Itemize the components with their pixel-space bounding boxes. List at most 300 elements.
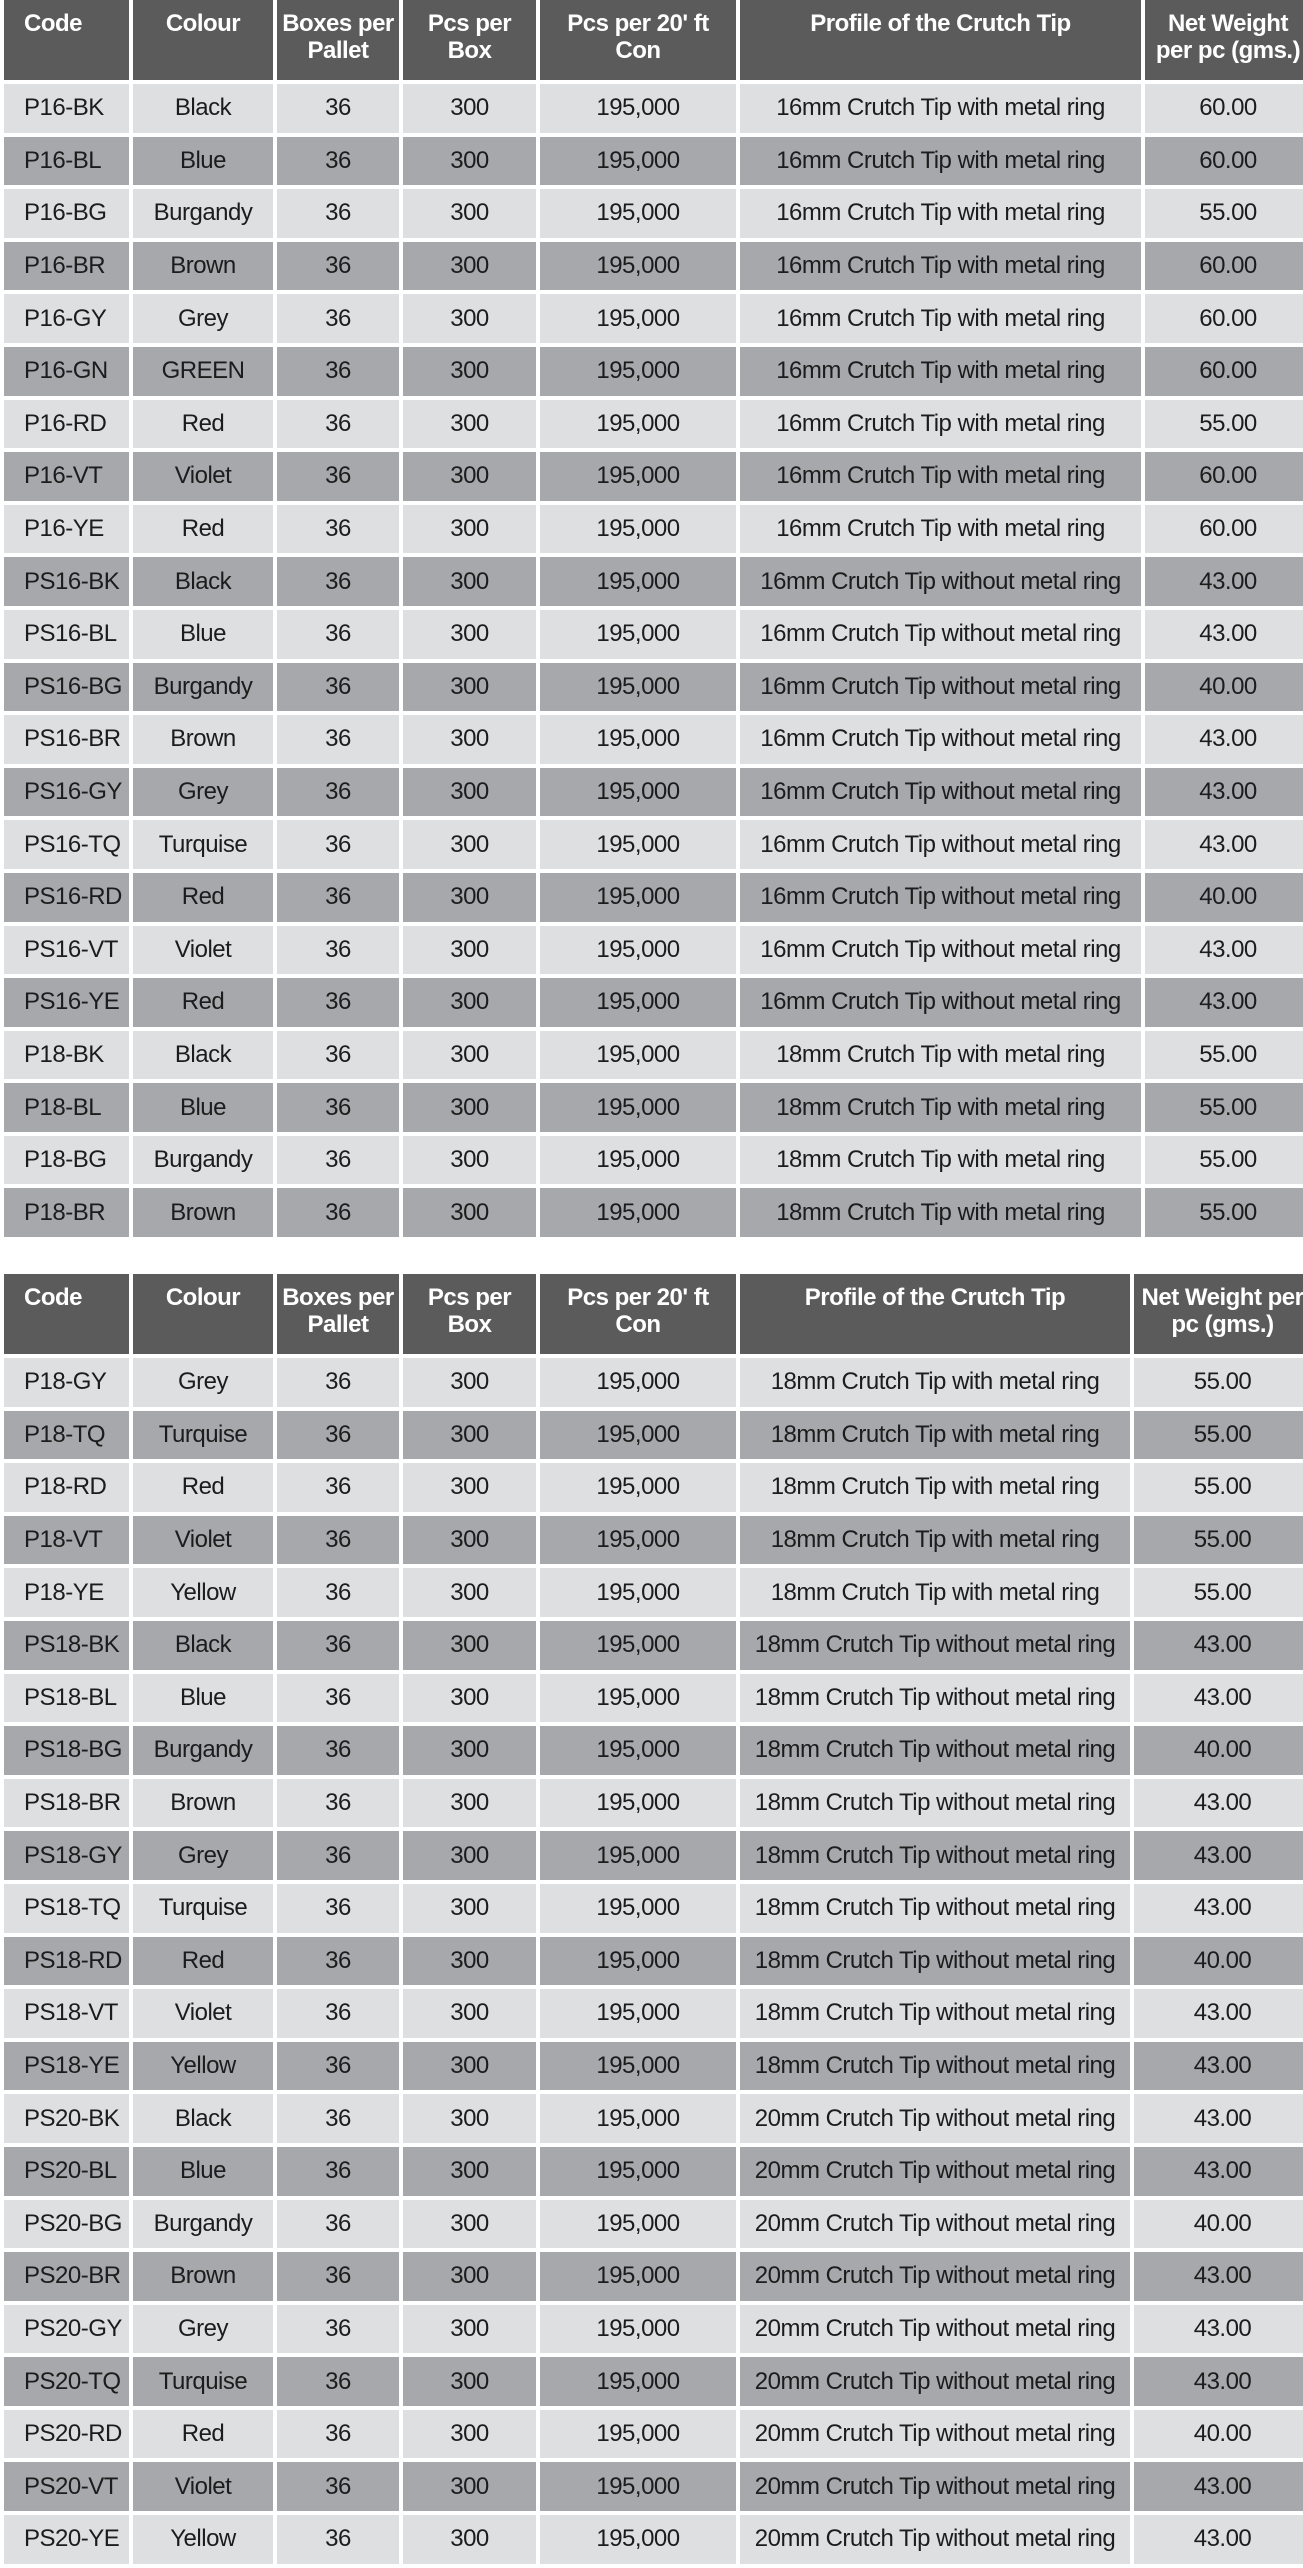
cell-boxes-per-pallet: 36	[277, 2094, 399, 2143]
cell-profile: 18mm Crutch Tip with metal ring	[740, 1516, 1130, 1565]
cell-pcs-per-container: 195,000	[540, 1831, 736, 1880]
cell-pcs-per-container: 195,000	[540, 978, 736, 1027]
cell-boxes-per-pallet: 36	[277, 1463, 399, 1512]
table-row	[4, 768, 1303, 817]
cell-colour: Brown	[133, 2252, 273, 2301]
cell-pcs-per-container: 195,000	[540, 2305, 736, 2354]
cell-net-weight: 43.00	[1145, 926, 1303, 975]
cell-boxes-per-pallet: 36	[277, 1136, 399, 1185]
cell-net-weight: 43.00	[1145, 610, 1303, 659]
cell-colour: Grey	[133, 294, 273, 343]
cell-code: P18-BK	[4, 1031, 129, 1080]
cell-net-weight: 43.00	[1134, 2515, 1303, 2564]
cell-code: P18-VT	[4, 1516, 129, 1565]
cell-pcs-per-container: 195,000	[540, 1083, 736, 1132]
cell-boxes-per-pallet: 36	[277, 1779, 399, 1828]
cell-profile: 16mm Crutch Tip with metal ring	[740, 189, 1141, 238]
cell-code: PS16-BR	[4, 715, 129, 764]
cell-profile: 18mm Crutch Tip without metal ring	[740, 1884, 1130, 1933]
cell-boxes-per-pallet: 36	[277, 242, 399, 291]
cell-net-weight: 40.00	[1145, 873, 1303, 922]
cell-net-weight: 43.00	[1134, 1831, 1303, 1880]
header-pcs-per-container: Pcs per 20' ft Con	[540, 0, 736, 80]
cell-profile: 16mm Crutch Tip without metal ring	[740, 610, 1141, 659]
cell-profile: 16mm Crutch Tip with metal ring	[740, 400, 1141, 449]
cell-pcs-per-container: 195,000	[540, 137, 736, 186]
cell-code: P18-RD	[4, 1463, 129, 1512]
cell-pcs-per-container: 195,000	[540, 1358, 736, 1407]
cell-net-weight: 55.00	[1145, 1031, 1303, 1080]
cell-code: P16-BK	[4, 84, 129, 133]
cell-profile: 18mm Crutch Tip without metal ring	[740, 1726, 1130, 1775]
cell-colour: Yellow	[133, 2515, 273, 2564]
cell-profile: 16mm Crutch Tip with metal ring	[740, 137, 1141, 186]
cell-profile: 16mm Crutch Tip with metal ring	[740, 294, 1141, 343]
cell-net-weight: 43.00	[1145, 768, 1303, 817]
cell-pcs-per-container: 195,000	[540, 294, 736, 343]
cell-boxes-per-pallet: 36	[277, 1937, 399, 1986]
cell-code: PS18-YE	[4, 2042, 129, 2091]
cell-colour: Blue	[133, 2147, 273, 2196]
cell-net-weight: 43.00	[1134, 1779, 1303, 1828]
cell-net-weight: 40.00	[1134, 2410, 1303, 2459]
table-row	[4, 2357, 1303, 2406]
cell-pcs-per-container: 195,000	[540, 1937, 736, 1986]
cell-code: PS16-GY	[4, 768, 129, 817]
cell-boxes-per-pallet: 36	[277, 1884, 399, 1933]
cell-pcs-per-box: 300	[403, 1083, 536, 1132]
cell-colour: Burgandy	[133, 2200, 273, 2249]
table-row	[4, 2305, 1303, 2354]
table-row	[4, 926, 1303, 975]
cell-code: PS20-BK	[4, 2094, 129, 2143]
cell-boxes-per-pallet: 36	[277, 294, 399, 343]
cell-boxes-per-pallet: 36	[277, 1188, 399, 1237]
cell-net-weight: 55.00	[1134, 1568, 1303, 1617]
cell-pcs-per-box: 300	[403, 1937, 536, 1986]
cell-pcs-per-container: 195,000	[540, 2252, 736, 2301]
cell-colour: Red	[133, 400, 273, 449]
cell-colour: Grey	[133, 1358, 273, 1407]
cell-profile: 18mm Crutch Tip with metal ring	[740, 1411, 1130, 1460]
cell-code: P16-GN	[4, 347, 129, 396]
cell-code: PS20-YE	[4, 2515, 129, 2564]
cell-pcs-per-box: 300	[403, 347, 536, 396]
cell-code: P16-BL	[4, 137, 129, 186]
cell-net-weight: 60.00	[1145, 137, 1303, 186]
cell-code: PS16-TQ	[4, 820, 129, 869]
cell-pcs-per-box: 300	[403, 1411, 536, 1460]
cell-boxes-per-pallet: 36	[277, 2410, 399, 2459]
cell-pcs-per-box: 300	[403, 1516, 536, 1565]
table-row	[4, 1411, 1303, 1460]
cell-colour: Grey	[133, 2305, 273, 2354]
cell-pcs-per-container: 195,000	[540, 1568, 736, 1617]
cell-pcs-per-box: 300	[403, 2147, 536, 2196]
cell-colour: Yellow	[133, 1568, 273, 1617]
cell-code: PS18-VT	[4, 1989, 129, 2038]
cell-colour: Turquise	[133, 2357, 273, 2406]
cell-colour: Violet	[133, 452, 273, 501]
cell-pcs-per-box: 300	[403, 84, 536, 133]
cell-boxes-per-pallet: 36	[277, 1031, 399, 1080]
cell-pcs-per-box: 300	[403, 873, 536, 922]
table-row	[4, 1937, 1303, 1986]
cell-profile: 20mm Crutch Tip without metal ring	[740, 2410, 1130, 2459]
cell-pcs-per-container: 195,000	[540, 1031, 736, 1080]
cell-pcs-per-box: 300	[403, 610, 536, 659]
cell-pcs-per-container: 195,000	[540, 926, 736, 975]
table-row	[4, 2410, 1303, 2459]
cell-net-weight: 43.00	[1134, 1989, 1303, 2038]
cell-colour: Brown	[133, 242, 273, 291]
cell-net-weight: 55.00	[1145, 400, 1303, 449]
cell-code: P16-YE	[4, 505, 129, 554]
table-row	[4, 978, 1303, 1027]
cell-colour: Brown	[133, 1188, 273, 1237]
cell-profile: 18mm Crutch Tip without metal ring	[740, 1831, 1130, 1880]
cell-boxes-per-pallet: 36	[277, 2305, 399, 2354]
cell-pcs-per-box: 300	[403, 2410, 536, 2459]
cell-boxes-per-pallet: 36	[277, 1621, 399, 1670]
cell-code: P16-BR	[4, 242, 129, 291]
cell-code: P18-TQ	[4, 1411, 129, 1460]
cell-profile: 16mm Crutch Tip with metal ring	[740, 242, 1141, 291]
cell-profile: 20mm Crutch Tip without metal ring	[740, 2462, 1130, 2511]
cell-profile: 16mm Crutch Tip without metal ring	[740, 557, 1141, 606]
cell-net-weight: 43.00	[1134, 2094, 1303, 2143]
cell-colour: Grey	[133, 768, 273, 817]
cell-profile: 16mm Crutch Tip without metal ring	[740, 926, 1141, 975]
cell-colour: Blue	[133, 137, 273, 186]
cell-code: P18-YE	[4, 1568, 129, 1617]
cell-boxes-per-pallet: 36	[277, 2462, 399, 2511]
cell-boxes-per-pallet: 36	[277, 400, 399, 449]
cell-pcs-per-container: 195,000	[540, 1463, 736, 1512]
header-profile: Profile of the Crutch Tip	[740, 0, 1141, 80]
cell-code: PS16-VT	[4, 926, 129, 975]
cell-pcs-per-container: 195,000	[540, 505, 736, 554]
cell-net-weight: 43.00	[1134, 2462, 1303, 2511]
cell-colour: Red	[133, 873, 273, 922]
cell-pcs-per-box: 300	[403, 557, 536, 606]
cell-code: PS18-TQ	[4, 1884, 129, 1933]
cell-profile: 20mm Crutch Tip without metal ring	[740, 2305, 1130, 2354]
table-row	[4, 1188, 1303, 1237]
cell-profile: 16mm Crutch Tip with metal ring	[740, 452, 1141, 501]
table-row	[4, 2042, 1303, 2091]
cell-code: PS20-TQ	[4, 2357, 129, 2406]
cell-pcs-per-container: 195,000	[540, 1989, 736, 2038]
cell-code: PS18-BK	[4, 1621, 129, 1670]
cell-profile: 16mm Crutch Tip without metal ring	[740, 715, 1141, 764]
cell-profile: 18mm Crutch Tip without metal ring	[740, 1989, 1130, 2038]
cell-boxes-per-pallet: 36	[277, 347, 399, 396]
cell-boxes-per-pallet: 36	[277, 1674, 399, 1723]
cell-net-weight: 43.00	[1145, 978, 1303, 1027]
cell-boxes-per-pallet: 36	[277, 189, 399, 238]
table-row	[4, 1989, 1303, 2038]
cell-colour: Red	[133, 2410, 273, 2459]
cell-boxes-per-pallet: 36	[277, 452, 399, 501]
table-row	[4, 2200, 1303, 2249]
cell-boxes-per-pallet: 36	[277, 663, 399, 712]
table-row	[4, 400, 1303, 449]
cell-code: PS20-RD	[4, 2410, 129, 2459]
cell-code: PS20-VT	[4, 2462, 129, 2511]
cell-colour: Red	[133, 978, 273, 1027]
cell-pcs-per-box: 300	[403, 768, 536, 817]
cell-pcs-per-box: 300	[403, 1031, 536, 1080]
cell-net-weight: 43.00	[1134, 1621, 1303, 1670]
cell-pcs-per-box: 300	[403, 242, 536, 291]
table-row	[4, 1621, 1303, 1670]
cell-boxes-per-pallet: 36	[277, 137, 399, 186]
cell-net-weight: 43.00	[1134, 2042, 1303, 2091]
cell-profile: 16mm Crutch Tip without metal ring	[740, 663, 1141, 712]
table-row	[4, 1726, 1303, 1775]
table-row	[4, 1463, 1303, 1512]
cell-boxes-per-pallet: 36	[277, 2147, 399, 2196]
cell-colour: Burgandy	[133, 1726, 273, 1775]
cell-code: P18-BR	[4, 1188, 129, 1237]
cell-net-weight: 40.00	[1134, 2200, 1303, 2249]
cell-pcs-per-container: 195,000	[540, 242, 736, 291]
cell-pcs-per-container: 195,000	[540, 1726, 736, 1775]
header-profile: Profile of the Crutch Tip	[740, 1274, 1130, 1354]
cell-net-weight: 43.00	[1145, 820, 1303, 869]
cell-net-weight: 60.00	[1145, 242, 1303, 291]
cell-profile: 18mm Crutch Tip without metal ring	[740, 1937, 1130, 1986]
table-row	[4, 137, 1303, 186]
cell-boxes-per-pallet: 36	[277, 715, 399, 764]
cell-colour: Brown	[133, 1779, 273, 1828]
cell-pcs-per-box: 300	[403, 1884, 536, 1933]
table-row	[4, 820, 1303, 869]
cell-net-weight: 40.00	[1134, 1726, 1303, 1775]
cell-net-weight: 43.00	[1134, 1884, 1303, 1933]
cell-pcs-per-box: 300	[403, 1779, 536, 1828]
cell-net-weight: 40.00	[1145, 663, 1303, 712]
cell-code: PS16-YE	[4, 978, 129, 1027]
table-row	[4, 1136, 1303, 1185]
table-body	[4, 1358, 1303, 2564]
cell-profile: 18mm Crutch Tip with metal ring	[740, 1083, 1141, 1132]
cell-colour: Blue	[133, 1083, 273, 1132]
table-row	[4, 1884, 1303, 1933]
cell-boxes-per-pallet: 36	[277, 2252, 399, 2301]
table-row	[4, 452, 1303, 501]
cell-profile: 18mm Crutch Tip with metal ring	[740, 1031, 1141, 1080]
cell-profile: 18mm Crutch Tip with metal ring	[740, 1463, 1130, 1512]
cell-colour: Violet	[133, 2462, 273, 2511]
cell-boxes-per-pallet: 36	[277, 505, 399, 554]
cell-pcs-per-box: 300	[403, 2515, 536, 2564]
table-row	[4, 873, 1303, 922]
cell-profile: 16mm Crutch Tip with metal ring	[740, 505, 1141, 554]
cell-pcs-per-box: 300	[403, 715, 536, 764]
cell-code: P18-BG	[4, 1136, 129, 1185]
cell-net-weight: 43.00	[1145, 715, 1303, 764]
cell-net-weight: 60.00	[1145, 505, 1303, 554]
cell-boxes-per-pallet: 36	[277, 978, 399, 1027]
cell-code: PS16-BG	[4, 663, 129, 712]
cell-pcs-per-container: 195,000	[540, 2410, 736, 2459]
cell-pcs-per-box: 300	[403, 820, 536, 869]
cell-pcs-per-box: 300	[403, 2252, 536, 2301]
table-row	[4, 2462, 1303, 2511]
cell-code: PS20-GY	[4, 2305, 129, 2354]
cell-net-weight: 55.00	[1134, 1358, 1303, 1407]
cell-profile: 16mm Crutch Tip without metal ring	[740, 873, 1141, 922]
cell-profile: 20mm Crutch Tip without metal ring	[740, 2200, 1130, 2249]
cell-net-weight: 55.00	[1134, 1516, 1303, 1565]
cell-pcs-per-box: 300	[403, 663, 536, 712]
header-net-weight: Net Weight per pc (gms.)	[1145, 0, 1303, 80]
cell-code: PS16-BL	[4, 610, 129, 659]
cell-profile: 18mm Crutch Tip with metal ring	[740, 1188, 1141, 1237]
cell-code: PS20-BR	[4, 2252, 129, 2301]
cell-pcs-per-box: 300	[403, 189, 536, 238]
cell-colour: Blue	[133, 610, 273, 659]
table-row	[4, 1516, 1303, 1565]
cell-pcs-per-box: 300	[403, 400, 536, 449]
cell-pcs-per-container: 195,000	[540, 715, 736, 764]
table-row	[4, 1831, 1303, 1880]
cell-colour: Turquise	[133, 820, 273, 869]
cell-pcs-per-container: 195,000	[540, 2462, 736, 2511]
cell-colour: Brown	[133, 715, 273, 764]
cell-colour: Black	[133, 1621, 273, 1670]
header-net-weight: Net Weight per pc (gms.)	[1134, 1274, 1303, 1354]
cell-profile: 18mm Crutch Tip with metal ring	[740, 1568, 1130, 1617]
cell-pcs-per-container: 195,000	[540, 1516, 736, 1565]
cell-pcs-per-box: 300	[403, 1136, 536, 1185]
table-row	[4, 84, 1303, 133]
cell-pcs-per-box: 300	[403, 2305, 536, 2354]
cell-net-weight: 43.00	[1145, 557, 1303, 606]
table-row	[4, 663, 1303, 712]
table-row	[4, 1031, 1303, 1080]
table-row	[4, 1568, 1303, 1617]
cell-net-weight: 43.00	[1134, 2252, 1303, 2301]
cell-pcs-per-box: 300	[403, 1989, 536, 2038]
cell-code: P16-RD	[4, 400, 129, 449]
cell-colour: Red	[133, 505, 273, 554]
cell-colour: Black	[133, 557, 273, 606]
cell-profile: 18mm Crutch Tip without metal ring	[740, 2042, 1130, 2091]
cell-pcs-per-container: 195,000	[540, 1621, 736, 1670]
table-row	[4, 715, 1303, 764]
table-row	[4, 347, 1303, 396]
table-row	[4, 2252, 1303, 2301]
cell-pcs-per-container: 195,000	[540, 2515, 736, 2564]
cell-net-weight: 60.00	[1145, 294, 1303, 343]
cell-colour: Black	[133, 2094, 273, 2143]
cell-pcs-per-container: 195,000	[540, 2094, 736, 2143]
cell-boxes-per-pallet: 36	[277, 1083, 399, 1132]
cell-code: P18-BL	[4, 1083, 129, 1132]
cell-pcs-per-box: 300	[403, 2462, 536, 2511]
cell-pcs-per-box: 300	[403, 978, 536, 1027]
cell-colour: Black	[133, 84, 273, 133]
cell-boxes-per-pallet: 36	[277, 1726, 399, 1775]
header-pcs-per-box: Pcs per Box	[403, 0, 536, 80]
header-pcs-per-box: Pcs per Box	[403, 1274, 536, 1354]
cell-colour: GREEN	[133, 347, 273, 396]
table-row	[4, 1674, 1303, 1723]
cell-net-weight: 55.00	[1145, 1136, 1303, 1185]
cell-pcs-per-box: 300	[403, 452, 536, 501]
cell-profile: 20mm Crutch Tip without metal ring	[740, 2094, 1130, 2143]
cell-profile: 16mm Crutch Tip with metal ring	[740, 84, 1141, 133]
cell-pcs-per-box: 300	[403, 1674, 536, 1723]
cell-pcs-per-box: 300	[403, 926, 536, 975]
cell-profile: 18mm Crutch Tip with metal ring	[740, 1136, 1141, 1185]
cell-colour: Grey	[133, 1831, 273, 1880]
cell-colour: Turquise	[133, 1411, 273, 1460]
cell-colour: Yellow	[133, 2042, 273, 2091]
cell-net-weight: 55.00	[1145, 1083, 1303, 1132]
cell-pcs-per-container: 195,000	[540, 452, 736, 501]
cell-boxes-per-pallet: 36	[277, 84, 399, 133]
table-row	[4, 2094, 1303, 2143]
cell-pcs-per-container: 195,000	[540, 400, 736, 449]
cell-profile: 16mm Crutch Tip with metal ring	[740, 347, 1141, 396]
cell-pcs-per-container: 195,000	[540, 768, 736, 817]
cell-pcs-per-box: 300	[403, 1358, 536, 1407]
table-row	[4, 505, 1303, 554]
cell-boxes-per-pallet: 36	[277, 1568, 399, 1617]
cell-pcs-per-container: 195,000	[540, 2200, 736, 2249]
cell-profile: 16mm Crutch Tip without metal ring	[740, 768, 1141, 817]
table-row	[4, 2515, 1303, 2564]
cell-colour: Burgandy	[133, 663, 273, 712]
cell-code: PS20-BL	[4, 2147, 129, 2196]
cell-code: PS18-BR	[4, 1779, 129, 1828]
cell-pcs-per-container: 195,000	[540, 663, 736, 712]
cell-profile: 20mm Crutch Tip without metal ring	[740, 2147, 1130, 2196]
cell-profile: 16mm Crutch Tip without metal ring	[740, 978, 1141, 1027]
cell-profile: 20mm Crutch Tip without metal ring	[740, 2357, 1130, 2406]
cell-net-weight: 60.00	[1145, 84, 1303, 133]
cell-boxes-per-pallet: 36	[277, 768, 399, 817]
table-row	[4, 2147, 1303, 2196]
cell-pcs-per-container: 195,000	[540, 1674, 736, 1723]
header-boxes-per-pallet: Boxes per Pallet	[277, 1274, 399, 1354]
cell-code: PS16-BK	[4, 557, 129, 606]
cell-profile: 20mm Crutch Tip without metal ring	[740, 2252, 1130, 2301]
cell-pcs-per-container: 195,000	[540, 189, 736, 238]
cell-pcs-per-box: 300	[403, 1726, 536, 1775]
cell-code: PS16-RD	[4, 873, 129, 922]
cell-net-weight: 55.00	[1134, 1411, 1303, 1460]
table-row	[4, 1779, 1303, 1828]
cell-pcs-per-container: 195,000	[540, 2147, 736, 2196]
cell-code: PS18-GY	[4, 1831, 129, 1880]
cell-pcs-per-container: 195,000	[540, 1411, 736, 1460]
cell-colour: Violet	[133, 1516, 273, 1565]
cell-colour: Turquise	[133, 1884, 273, 1933]
cell-pcs-per-container: 195,000	[540, 1188, 736, 1237]
table-row	[4, 557, 1303, 606]
cell-boxes-per-pallet: 36	[277, 1411, 399, 1460]
cell-colour: Blue	[133, 1674, 273, 1723]
cell-boxes-per-pallet: 36	[277, 557, 399, 606]
cell-net-weight: 55.00	[1145, 189, 1303, 238]
product-table-1	[0, 0, 1303, 1241]
table-row	[4, 1083, 1303, 1132]
